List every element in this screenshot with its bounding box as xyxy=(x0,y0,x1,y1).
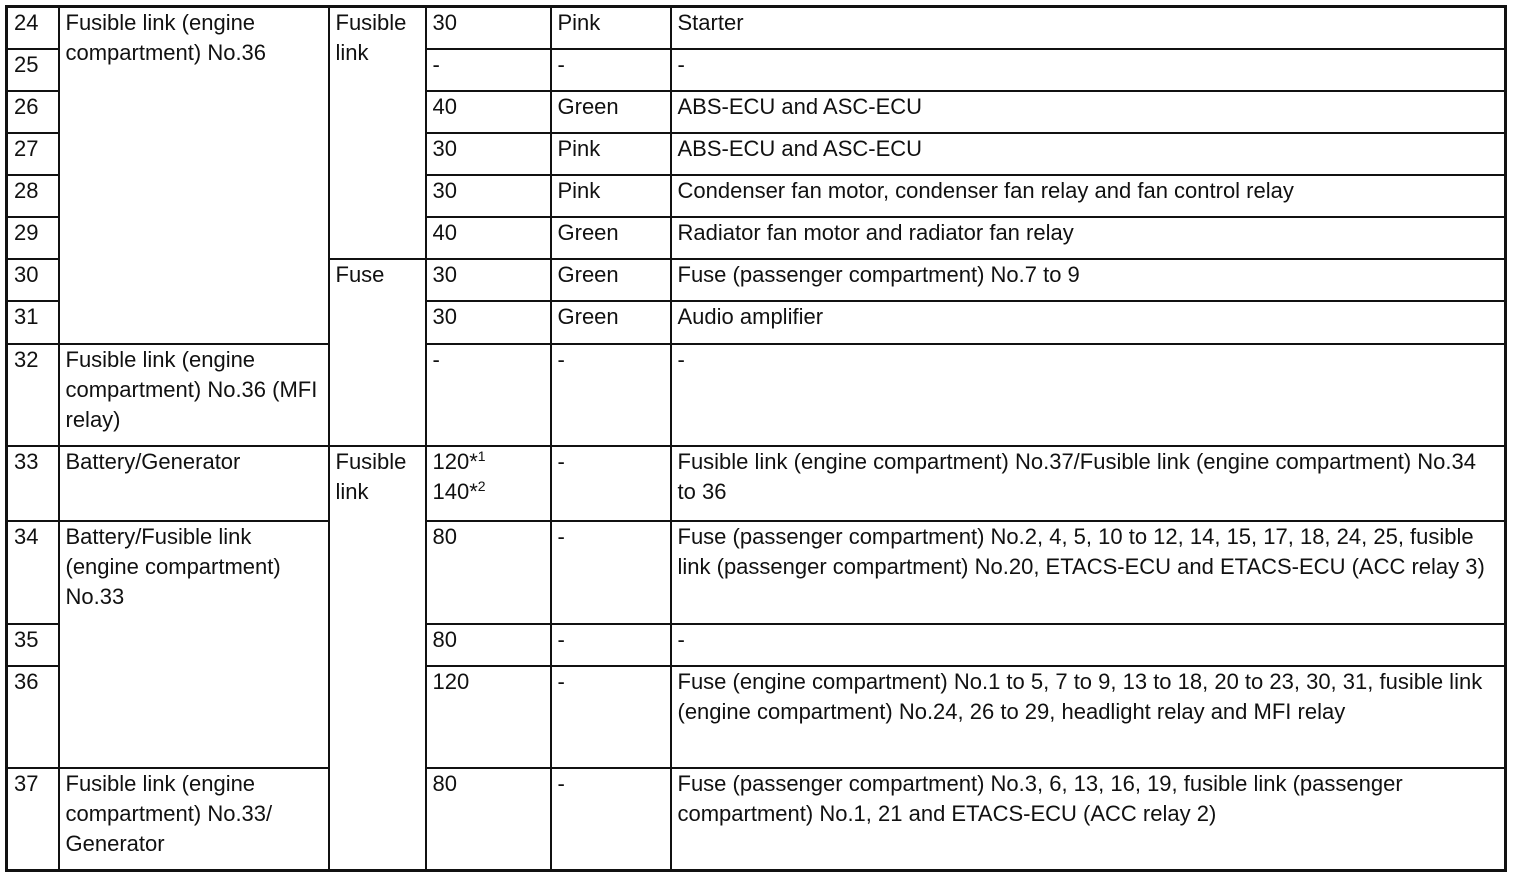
rating-cell: 120 xyxy=(426,666,551,768)
table-row xyxy=(7,446,1506,521)
color-cell: - xyxy=(551,49,671,91)
source-cell: Fusible link (engine compartment) No.36 xyxy=(59,7,329,344)
row-number: 28 xyxy=(7,175,59,217)
row-number: 31 xyxy=(7,301,59,343)
color-cell: - xyxy=(551,666,671,768)
rating-cell: 30 xyxy=(426,301,551,343)
color-cell: - xyxy=(551,624,671,666)
rating-cell: 80 xyxy=(426,521,551,623)
row-number: 35 xyxy=(7,624,59,666)
type-cell: Fusible link xyxy=(329,446,426,871)
row-number: 36 xyxy=(7,666,59,768)
source-cell: Battery/Generator xyxy=(59,446,329,521)
rating-cell: 30 xyxy=(426,7,551,49)
rating-line-2 xyxy=(433,477,546,507)
rating-value: 140* xyxy=(432,478,478,504)
load-cell: Fuse (passenger compartment) No.7 to 9 xyxy=(671,259,1506,301)
load-cell: - xyxy=(671,624,1506,666)
color-cell: Pink xyxy=(551,175,671,217)
load-cell: Radiator fan motor and radiator fan relay xyxy=(671,217,1506,259)
rating-cell: 30 xyxy=(426,175,551,217)
table-row xyxy=(7,768,1506,870)
rating-cell: 30 xyxy=(426,133,551,175)
row-number: 24 xyxy=(7,7,59,49)
color-cell: - xyxy=(551,521,671,623)
row-number: 29 xyxy=(7,217,59,259)
rating-cell xyxy=(426,446,551,521)
row-number: 25 xyxy=(7,49,59,91)
color-cell: Green xyxy=(551,301,671,343)
rating-cell: 30 xyxy=(426,259,551,301)
rating-cell: - xyxy=(426,49,551,91)
table-row xyxy=(7,344,1506,446)
row-number: 30 xyxy=(7,259,59,301)
color-cell: Green xyxy=(551,217,671,259)
load-cell: - xyxy=(671,344,1506,446)
color-cell: Pink xyxy=(551,7,671,49)
color-cell: - xyxy=(551,768,671,870)
source-cell: Fusible link (engine compartment) No.33/ Generator xyxy=(59,768,329,870)
load-cell: - xyxy=(671,49,1506,91)
row-number: 32 xyxy=(7,344,59,446)
load-cell: Fuse (passenger compartment) No.2, 4, 5, 10 to 12, 14, 15, 17, 18, 24, 25, fusible link (passenger compartment) No.20, ETACS-ECU and ETACS-ECU (ACC relay 3) xyxy=(671,521,1506,623)
row-number: 34 xyxy=(7,521,59,623)
load-cell: Condenser fan motor, condenser fan relay and fan control relay xyxy=(671,175,1506,217)
note-marker: 2 xyxy=(477,477,486,494)
color-cell: Pink xyxy=(551,133,671,175)
rating-value: 120* xyxy=(432,448,478,474)
load-cell: ABS-ECU and ASC-ECU xyxy=(671,133,1506,175)
rating-cell: 80 xyxy=(426,768,551,870)
color-cell: - xyxy=(551,344,671,446)
source-cell: Fusible link (engine compartment) No.36 (MFI relay) xyxy=(59,344,329,446)
rating-cell: 80 xyxy=(426,624,551,666)
row-number: 37 xyxy=(7,768,59,870)
rating-cell: - xyxy=(426,344,551,446)
table-row xyxy=(7,521,1506,623)
color-cell: Green xyxy=(551,91,671,133)
load-cell: Starter xyxy=(671,7,1506,49)
table-row xyxy=(7,7,1506,49)
row-number: 27 xyxy=(7,133,59,175)
load-cell: Fusible link (engine compartment) No.37/Fusible link (engine compartment) No.34 to 36 xyxy=(671,446,1506,521)
load-cell: ABS-ECU and ASC-ECU xyxy=(671,91,1506,133)
type-cell: Fuse xyxy=(329,259,426,446)
source-cell: Battery/Fusible link (engine compartment) No.33 xyxy=(59,521,329,768)
rating-cell: 40 xyxy=(426,217,551,259)
row-number: 26 xyxy=(7,91,59,133)
rating-cell: 40 xyxy=(426,91,551,133)
fuse-table xyxy=(5,5,1507,872)
load-cell: Fuse (passenger compartment) No.3, 6, 13, 16, 19, fusible link (passenger compartment) No.1, 21 and ETACS-ECU (ACC relay 2) xyxy=(671,768,1506,870)
rating-line-1 xyxy=(433,447,546,477)
row-number: 33 xyxy=(7,446,59,521)
color-cell: Green xyxy=(551,259,671,301)
color-cell: - xyxy=(551,446,671,521)
load-cell: Audio amplifier xyxy=(671,301,1506,343)
note-marker: 1 xyxy=(477,447,486,464)
load-cell: Fuse (engine compartment) No.1 to 5, 7 to 9, 13 to 18, 20 to 23, 30, 31, fusible link (engine compartment) No.24, 26 to 29, headlight relay and MFI relay xyxy=(671,666,1506,768)
type-cell: Fusible link xyxy=(329,7,426,260)
